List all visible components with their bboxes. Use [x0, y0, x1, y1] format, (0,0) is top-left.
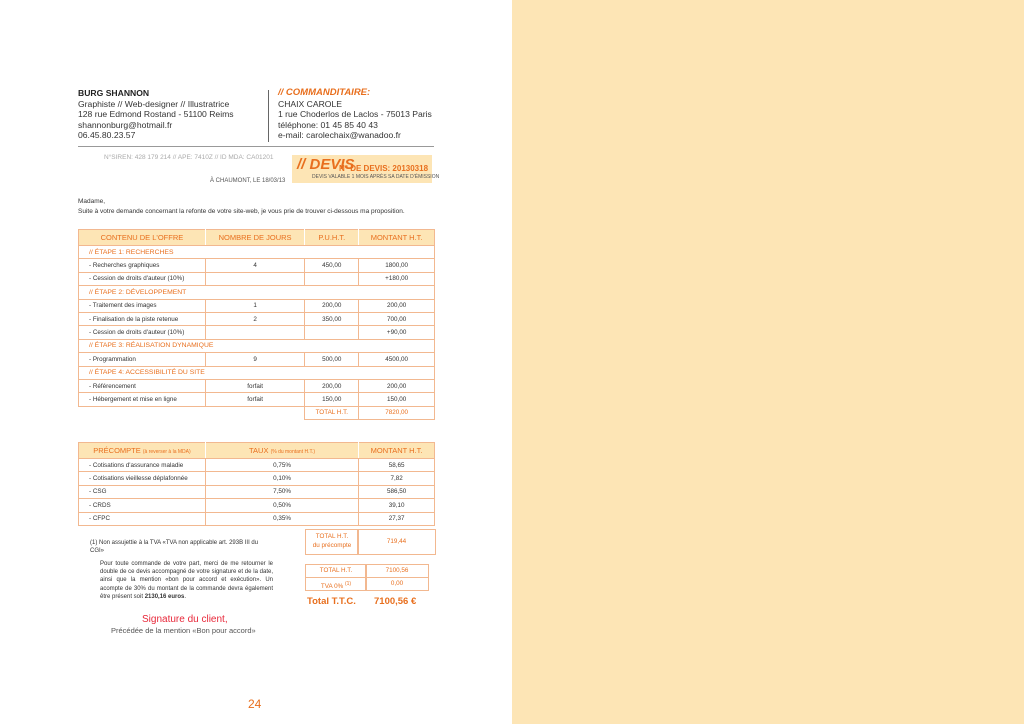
- tva-label: TVA 0% $^{(1)}$: [305, 577, 367, 591]
- table-row: [79, 353, 435, 366]
- cell: 200,00: [305, 379, 359, 392]
- table-row: [79, 485, 435, 498]
- cell: forfait: [205, 379, 305, 392]
- signature-subtitle: Précédée de la mention «Bon pour accord»: [111, 626, 256, 635]
- cell: 7,50%: [205, 485, 358, 498]
- total-row: [79, 406, 435, 419]
- cell: 700,00: [359, 312, 435, 325]
- table-row: [79, 326, 435, 339]
- table-row: [79, 272, 435, 285]
- client-line: téléphone: 01 45 85 40 43: [278, 119, 378, 130]
- table-header-row: [79, 230, 435, 246]
- tva-value: 0,00: [365, 577, 429, 591]
- deposit-amount: 2130,16 euros: [144, 593, 185, 600]
- step-row: [79, 366, 435, 379]
- sender-line: shannonburg@hotmail.fr: [78, 119, 173, 130]
- cell: [205, 272, 305, 285]
- table-row: [79, 459, 435, 472]
- cell: 0,35%: [205, 512, 358, 525]
- sender-line: 128 rue Edmond Rostand - 51100 Reims: [78, 109, 234, 120]
- cell: [205, 326, 305, 339]
- cell: 39,10: [359, 499, 435, 512]
- total-ht-value: 7100,56: [365, 564, 429, 578]
- client-heading: // COMMANDITAIRE:: [278, 87, 371, 98]
- ttc-value: 7100,56 €: [374, 596, 417, 607]
- step-title: // ÉTAPE 2: DÉVELOPPEMENT: [79, 286, 435, 299]
- page-number: 24: [248, 697, 262, 711]
- intro-text: [78, 197, 405, 216]
- table-row: [79, 472, 435, 485]
- quote-date: À CHAUMONT, LE 18/03/13: [210, 178, 286, 184]
- cell: 4500,00: [359, 353, 435, 366]
- cell: 450,00: [305, 259, 359, 272]
- cell: +90,00: [359, 326, 435, 339]
- sender-line: 06.45.80.23.57: [78, 130, 136, 141]
- offer-table: [78, 229, 435, 420]
- table-row: [79, 499, 435, 512]
- column-header: PRÉCOMPTE (à reverser à la MDA): [79, 443, 206, 459]
- cell: forfait: [205, 393, 305, 406]
- cell: 150,00: [359, 393, 435, 406]
- ttc-label: Total T.T.C.: [307, 596, 356, 607]
- step-title: // ÉTAPE 4: ACCESSIBILITÉ DU SITE: [79, 366, 435, 379]
- table-row: [79, 512, 435, 525]
- cell: 200,00: [359, 299, 435, 312]
- cell: 150,00: [305, 393, 359, 406]
- right-page: [512, 0, 1024, 724]
- column-header: P.U.H.T.: [305, 230, 359, 246]
- cell: 500,00: [305, 353, 359, 366]
- withholding-total-value: 719,44: [357, 529, 436, 555]
- table-row: [79, 299, 435, 312]
- step-title: // ÉTAPE 3: RÉALISATION DYNAMIQUE: [79, 339, 435, 352]
- cell: 350,00: [305, 312, 359, 325]
- table-row: [79, 393, 435, 406]
- client-line: 1 rue Choderlos de Laclos - 75013 Paris: [278, 109, 432, 120]
- cell: 0,50%: [205, 499, 358, 512]
- column-header: MONTANT H.T.: [359, 230, 435, 246]
- table-row: [79, 312, 435, 325]
- sender-name: BURG SHANNON: [78, 88, 150, 98]
- column-header: MONTANT H.T.: [359, 443, 435, 459]
- cell: - Cotisations d'assurance maladie: [79, 459, 206, 472]
- client-block: [278, 88, 432, 141]
- cell: 0,75%: [205, 459, 358, 472]
- sender-block: [78, 88, 234, 141]
- cell: - Hébergement et mise en ligne: [79, 393, 206, 406]
- total-label: TOTAL H.T.: [305, 406, 359, 419]
- cell: 200,00: [305, 299, 359, 312]
- cell: 200,00: [359, 379, 435, 392]
- cell: - Cotisations vieillesse déplafonnée: [79, 472, 206, 485]
- cell: [305, 272, 359, 285]
- step-row: [79, 246, 435, 259]
- cell: - Cession de droits d'auteur (10%): [79, 272, 206, 285]
- sender-line: Graphiste // Web-designer // Illustratrice: [78, 98, 230, 109]
- cell: 586,50: [359, 485, 435, 498]
- cell: - Référencement: [79, 379, 206, 392]
- cell: 4: [205, 259, 305, 272]
- cell: [305, 326, 359, 339]
- salutation: Madame,: [78, 198, 106, 205]
- cell: 7,82: [359, 472, 435, 485]
- cell: - Finalisation de la piste retenue: [79, 312, 206, 325]
- column-header: NOMBRE DE JOURS: [205, 230, 305, 246]
- cell: - Recherches graphiques: [79, 259, 206, 272]
- cell: - Programmation: [79, 353, 206, 366]
- cell: 58,65: [359, 459, 435, 472]
- divider-vertical: [268, 90, 269, 142]
- table-row: [79, 259, 435, 272]
- cell: 2: [205, 312, 305, 325]
- cell: 1800,00: [359, 259, 435, 272]
- step-title: // ÉTAPE 1: RECHERCHES: [79, 246, 435, 259]
- devis-validity: DEVIS VALABLE 1 MOIS APRÈS SA DATE D'ÉMISSION: [312, 174, 440, 180]
- step-row: [79, 339, 435, 352]
- client-line: CHAIX CAROLE: [278, 98, 342, 109]
- intro-sentence: Suite à votre demande concernant la refonte de votre site-web, je vous prie de trouver ci-dessous ma proposition.: [78, 207, 405, 215]
- cell: +180,00: [359, 272, 435, 285]
- vat-note: (1) Non assujettie à la TVA «TVA non applicable art. 293B III du CGI»: [90, 540, 259, 554]
- cell: 27,37: [359, 512, 435, 525]
- client-line: e-mail: carolechaix@wanadoo.fr: [278, 130, 401, 141]
- total-ht-label: TOTAL H.T.: [305, 564, 367, 578]
- cell: 1: [205, 299, 305, 312]
- column-header: CONTENU DE L'OFFRE: [79, 230, 206, 246]
- siren-info: N°SIREN: 428 179 214 // APE: 7410Z // ID MDA: CA01201: [104, 154, 274, 161]
- table-header-row: [79, 443, 435, 459]
- devis-title: // DEVIS: [297, 156, 355, 173]
- cell: - CSG: [79, 485, 206, 498]
- table-row: [79, 379, 435, 392]
- order-note: Pour toute commande de votre part, merci de me retourner le double de ce devis accompagné de votre signature et de la date, ainsi que la mention «bon pour accord et exécution». Un acompte de 30% du montant de la commande devra également être présent soit 2130,16 euros.: [100, 561, 273, 600]
- withholding-total-label: TOTAL H.T. du précompte: [305, 529, 359, 555]
- divider-horizontal: [78, 146, 434, 147]
- cell: - Traitement des images: [79, 299, 206, 312]
- total-value: 7820,00: [359, 406, 435, 419]
- cell: 9: [205, 353, 305, 366]
- signature-title: Signature du client,: [142, 614, 228, 625]
- step-row: [79, 286, 435, 299]
- cell: - CFPC: [79, 512, 206, 525]
- cell: 0,10%: [205, 472, 358, 485]
- withholding-table: [78, 442, 435, 526]
- column-header: TAUX (% du montant H.T.): [205, 443, 358, 459]
- devis-number: N° DE DEVIS: 20130318: [339, 164, 429, 173]
- cell: - Cession de droits d'auteur (10%): [79, 326, 206, 339]
- cell: - CRDS: [79, 499, 206, 512]
